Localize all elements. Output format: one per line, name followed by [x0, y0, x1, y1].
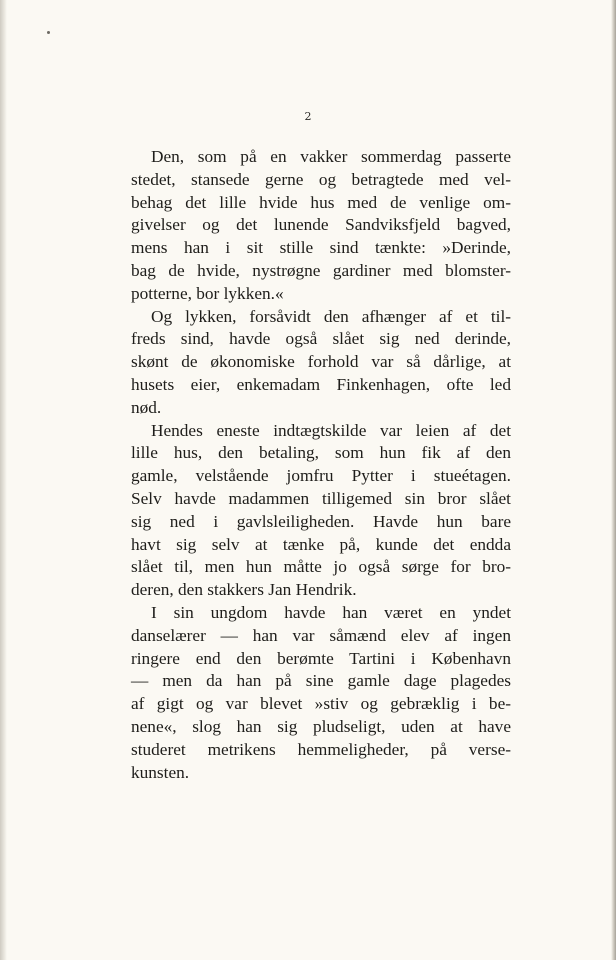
- text-line: Og lykken, forsåvidt den afhænger af et til-: [151, 306, 511, 326]
- text-line: gamle, velstående jomfru Pytter i stueétagen.: [131, 466, 511, 486]
- text-line: deren, den stakkers Jan Hendrik.: [131, 580, 357, 600]
- left-edge-shadow: [0, 0, 7, 960]
- text-line: studeret metrikens hemmeligheder, på verse-: [131, 739, 511, 759]
- text-line: Selv havde madammen tilligemed sin bror slået: [131, 488, 511, 508]
- text-line: — men da han på sine gamle dage plagedes: [131, 671, 511, 691]
- text-line: sig ned i gavlsleiligheden. Havde hun bare: [131, 511, 511, 531]
- text-line: stedet, stansede gerne og betragtede med vel-: [131, 169, 511, 189]
- text-line: potterne, bor lykken.«: [131, 283, 284, 303]
- page-number: 2: [304, 110, 312, 123]
- body-text: [131, 146, 511, 784]
- text-line: bag de hvide, nystrøgne gardiner med blomster-: [131, 260, 511, 280]
- text-line: kunsten.: [131, 762, 190, 782]
- text-line: givelser og det lunende Sandviksfjeld bagved,: [131, 215, 511, 235]
- text-line: Den, som på en vakker sommerdag passerte: [151, 147, 511, 166]
- text-line: husets eier, enkemadam Finkenhagen, ofte led: [131, 374, 511, 394]
- text-line: danselærer — han var såmænd elev af ingen: [131, 625, 511, 645]
- text-line: Hendes eneste indtægtskilde var leien af det: [151, 420, 511, 440]
- text-line: nene«, slog han sig pludseligt, uden at have: [131, 716, 511, 736]
- right-edge-shadow: [611, 0, 616, 960]
- text-line: mens han i sit stille sind tænkte: »Derinde,: [131, 238, 511, 258]
- text-line: havt sig selv at tænke på, kunde det endda: [131, 534, 511, 554]
- paper-speck: [47, 31, 50, 34]
- text-line: freds sind, havde også slået sig ned derinde,: [131, 329, 511, 349]
- text-line: ringere end den berømte Tartini i København: [131, 648, 511, 668]
- text-line: af gigt og var blevet »stiv og gebrækli​g i be-: [131, 694, 511, 714]
- text-line: I sin ungdom havde han været en yndet: [151, 602, 511, 622]
- text-line: lille hus, den betaling, som hun fik af den: [131, 443, 511, 463]
- text-line: behag det lille hvide hus med de venlige om-: [131, 192, 511, 212]
- text-line: slået til, men hun måtte jo også sørge for bro-: [131, 557, 511, 577]
- text-line: nød.: [131, 397, 162, 417]
- text-line: skønt de økonomiske forhold var så dårlige, at: [131, 352, 511, 372]
